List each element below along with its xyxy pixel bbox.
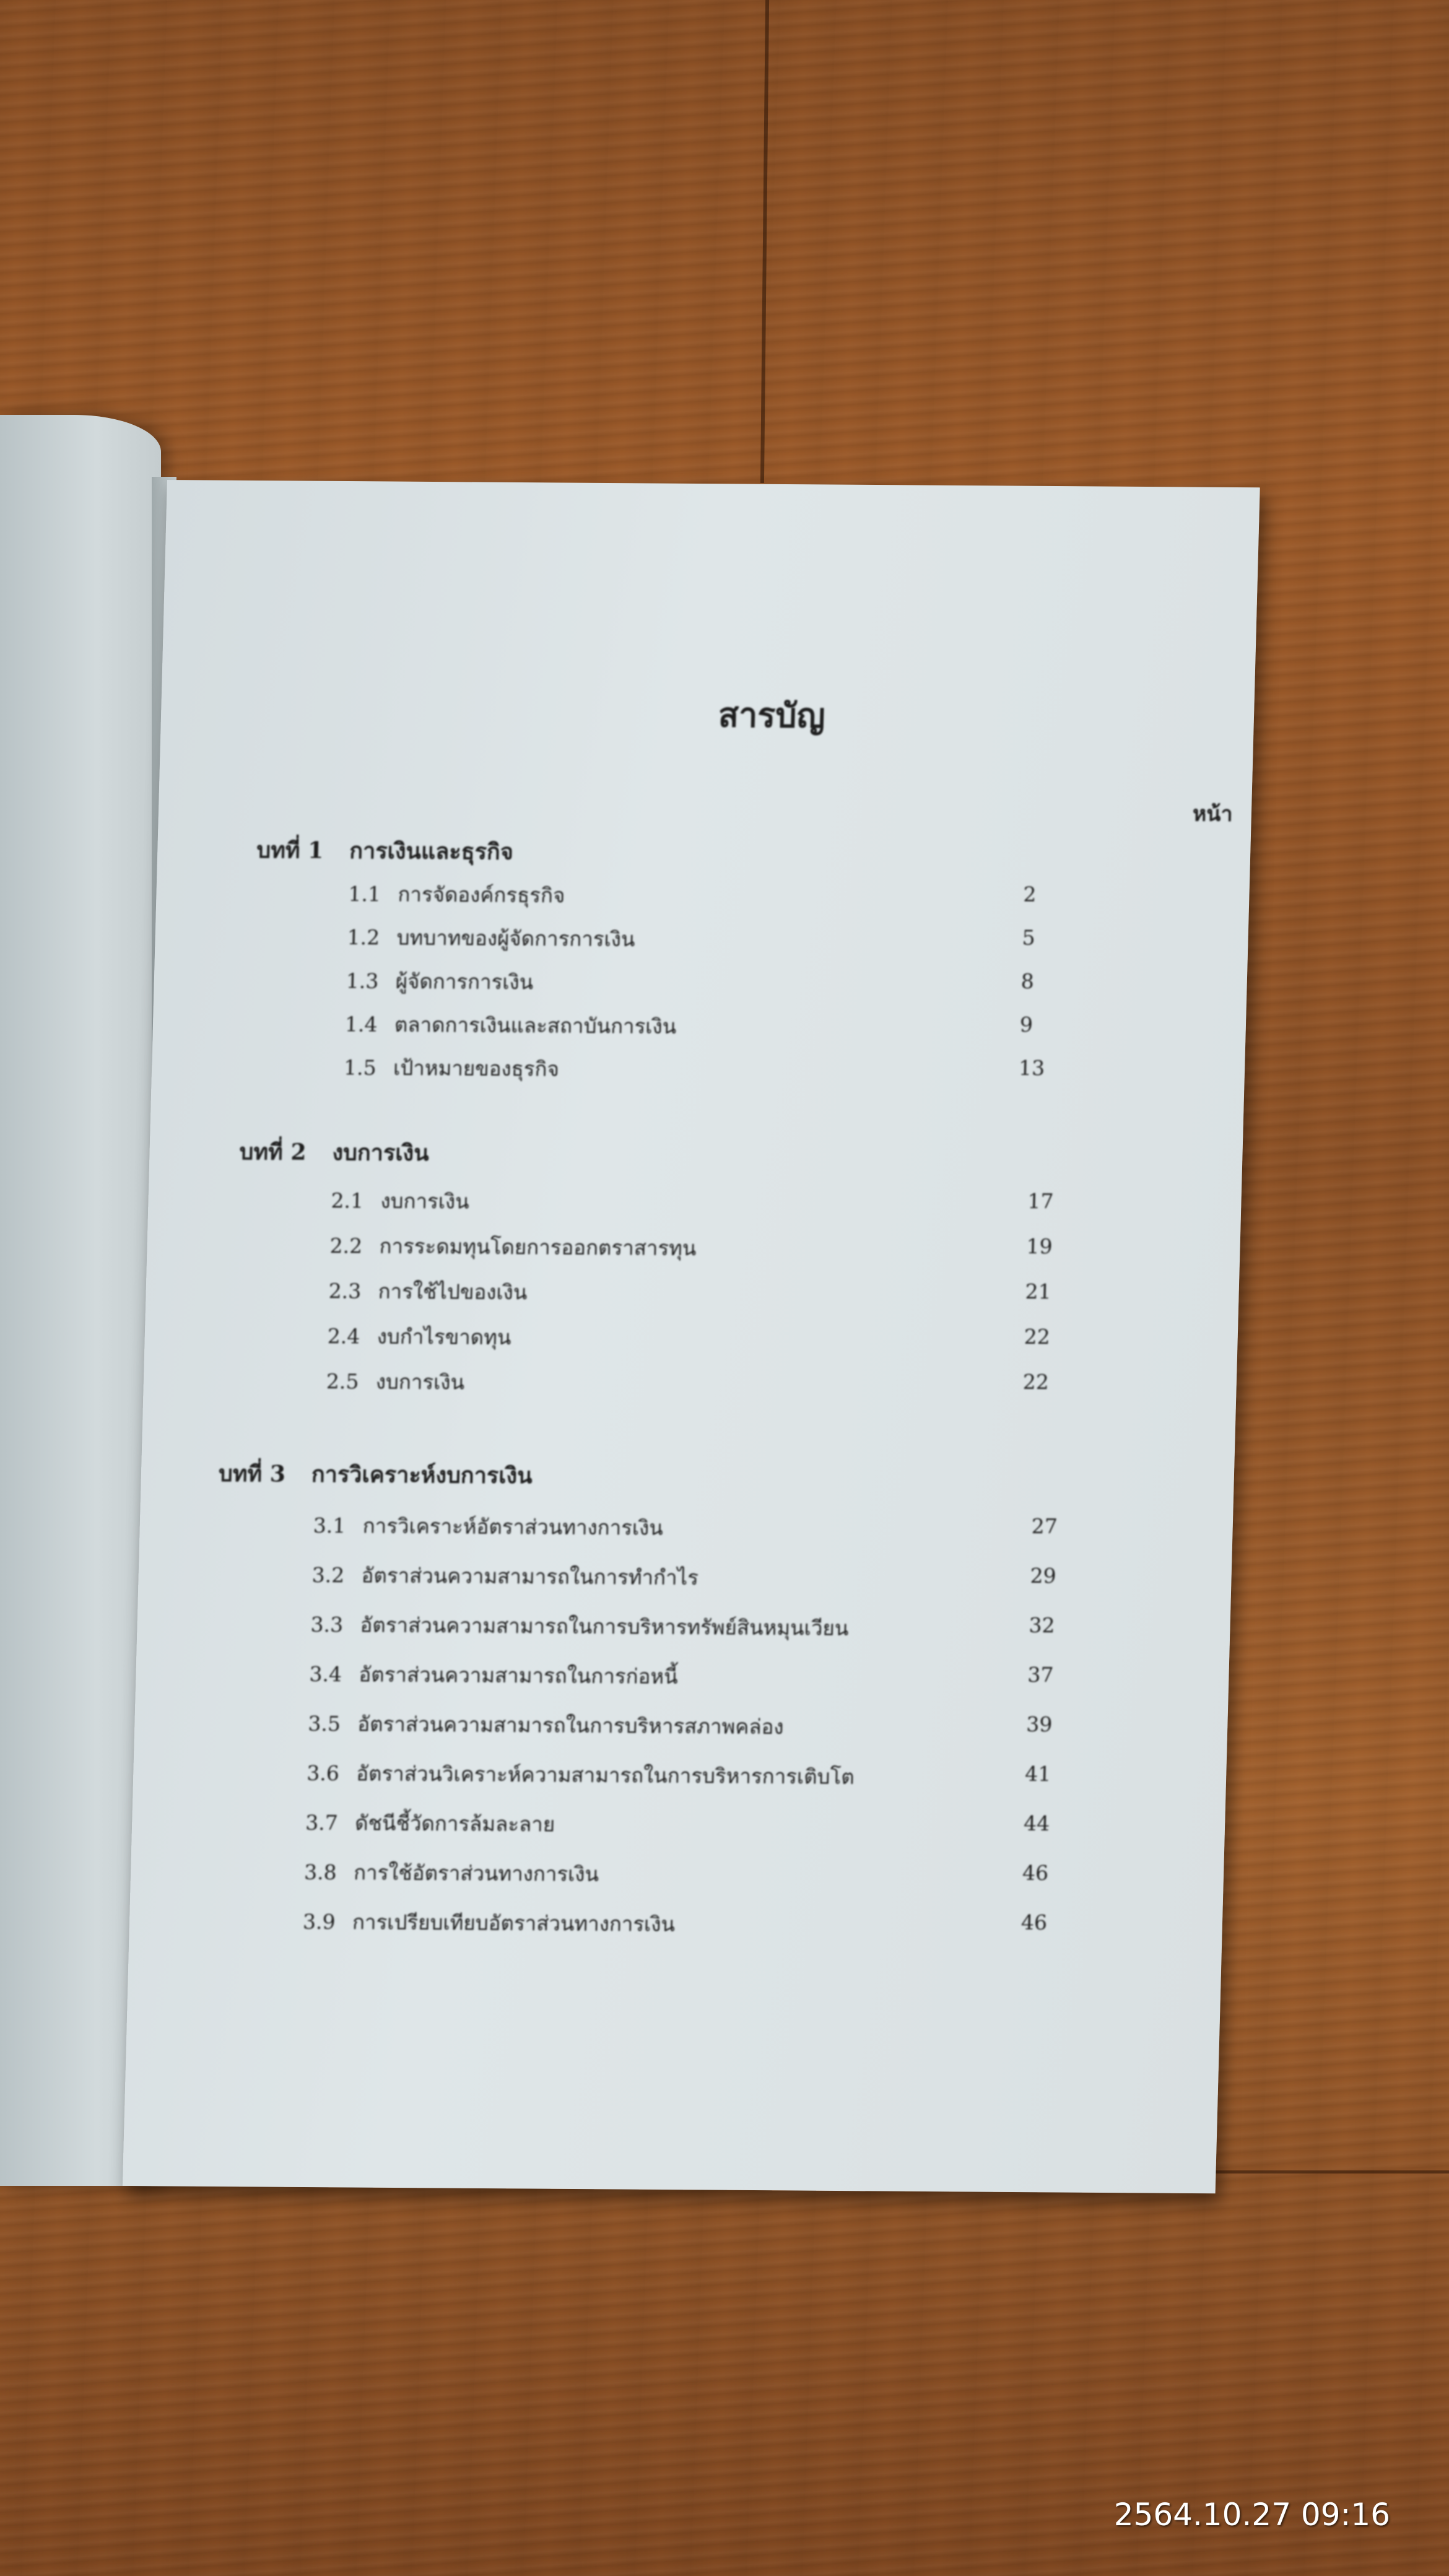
toc-page-number: 46 <box>1022 1860 1049 1886</box>
toc-entry: 1.3 ผู้จัดการการเงิน <box>346 968 534 994</box>
toc-page-number: 39 <box>1025 1712 1053 1737</box>
chapter-title: งบการเงิน <box>332 1139 430 1167</box>
toc-entry: 3.5 อัตราส่วนความสามารถในการบริหารสภาพคล่อง <box>307 1711 785 1739</box>
photo-timestamp: 2564.10.27 09:16 <box>1113 2497 1390 2533</box>
toc-page-number: 13 <box>1018 1055 1045 1081</box>
toc-page-number: 9 <box>1019 1012 1033 1037</box>
chapter-heading <box>239 1134 430 1170</box>
toc-page-number: 22 <box>1022 1369 1050 1395</box>
toc-entry: 3.6 อัตราส่วนวิเคราะห์ความสามารถในการบริหารการเติบโต <box>306 1760 855 1790</box>
toc-entry: 1.1 การจัดองค์กรธุรกิจ <box>347 882 565 908</box>
toc-entry: 3.9 การเปรียบเทียบอัตราส่วนทางการเงิน <box>302 1909 676 1937</box>
toc-entry: 2.2 การระดมทุนโดยการออกตราสารทุน <box>329 1234 697 1261</box>
toc-page-number: 17 <box>1027 1188 1055 1214</box>
toc-title: สารบัญ <box>718 695 826 736</box>
toc-page-number: 29 <box>1030 1564 1057 1588</box>
chapter-number: บทที่ 2 <box>239 1138 307 1165</box>
floor-plank-seam <box>760 0 769 483</box>
chapter-number: บทที่ 3 <box>218 1460 286 1487</box>
toc-page-number: 32 <box>1029 1613 1056 1638</box>
toc-entry: 3.4 อัตราส่วนความสามารถในการก่อหนี้ <box>309 1661 679 1689</box>
toc-entry: 2.1 งบการเงิน <box>331 1188 470 1214</box>
page-column-header: หน้า <box>1192 801 1234 827</box>
toc-page-number: 27 <box>1031 1514 1058 1539</box>
toc-entry: 3.8 การใช้อัตราส่วนทางการเงิน <box>303 1860 599 1887</box>
toc-entry: 2.5 งบการเงิน <box>326 1369 465 1395</box>
book-page <box>123 480 1260 2193</box>
toc-entry: 2.4 งบกำไรขาดทุน <box>327 1324 512 1350</box>
chapter-heading <box>218 1456 533 1494</box>
toc-entry: 3.2 อัตราส่วนความสามารถในการทำกำไร <box>311 1562 699 1590</box>
toc-entry: 3.1 การวิเคราะห์อัตราส่วนทางการเงิน <box>313 1513 664 1540</box>
toc-entry: 1.2 บทบาทของผู้จัดการการเงิน <box>347 925 636 952</box>
toc-entry: 3.7 ดัชนีชี้วัดการล้มละลาย <box>305 1810 555 1837</box>
toc-page-number: 21 <box>1025 1279 1052 1304</box>
toc-page-number: 44 <box>1023 1811 1050 1836</box>
toc-page-number: 8 <box>1020 968 1035 993</box>
toc-page-number: 37 <box>1027 1663 1055 1687</box>
chapter-title: การวิเคราะห์งบการเงิน <box>311 1461 533 1489</box>
chapter-title: การเงินและธุรกิจ <box>349 838 514 865</box>
toc-page-number: 2 <box>1023 882 1037 907</box>
toc-page-number: 19 <box>1026 1234 1053 1259</box>
toc-entry: 1.4 ตลาดการเงินและสถาบันการเงิน <box>344 1012 677 1038</box>
toc-page-number: 46 <box>1020 1910 1048 1935</box>
toc-page-number: 5 <box>1022 925 1036 950</box>
chapter-heading <box>256 832 514 869</box>
toc-entry: 1.5 เป้าหมายของธุรกิจ <box>343 1055 560 1081</box>
chapter-number: บทที่ 1 <box>256 837 324 864</box>
toc-entry: 3.3 อัตราส่วนความสามารถในการบริหารทรัพย์สินหมุนเวียน <box>310 1612 849 1640</box>
toc-entry: 2.3 การใช้ไปของเงิน <box>328 1279 528 1305</box>
toc-page-number: 22 <box>1024 1324 1051 1349</box>
toc-page-number: 41 <box>1024 1762 1051 1786</box>
